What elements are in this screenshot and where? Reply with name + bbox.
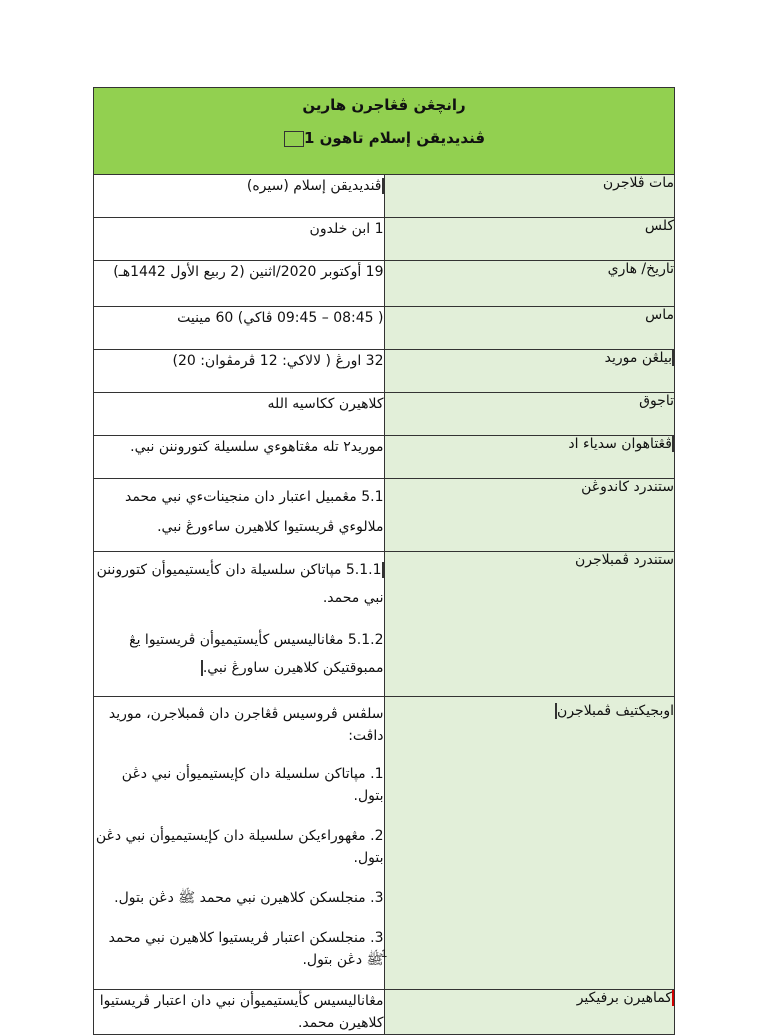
label-thinking-skills: [384, 990, 675, 1035]
label-date: تاريخ/ هاري: [384, 261, 675, 307]
row-time: [94, 307, 675, 350]
cursor-mark: [382, 178, 384, 194]
header-title: رانچڠن ڤڠاجرن هارين: [302, 96, 466, 114]
row-date: [94, 261, 675, 307]
row-prior-knowledge: [94, 436, 675, 479]
label-learning-standard: ستندرد ڤمبلاجرن: [384, 552, 675, 697]
learning-standard-item-text: 5.1.1 مڽاتاكن سلسيلة دان كأيستيميوأن كتوروننن نبي محمد.: [96, 562, 384, 606]
row-objectives: [94, 697, 675, 990]
label-prior-knowledge: [384, 436, 675, 479]
label-objectives: [384, 697, 675, 990]
cursor-mark: [672, 436, 674, 452]
lesson-plan-table: [93, 87, 675, 1035]
value-students: 32 اورڠ ( لالاكي: 12 ڤرمڤوان: 20): [94, 350, 385, 393]
value-subject: [94, 175, 385, 218]
row-learning-standard: [94, 552, 675, 697]
label-class: كلس: [384, 218, 675, 261]
header-subtitle-line: [94, 128, 674, 148]
cursor-mark: [672, 990, 674, 1006]
row-class: [94, 218, 675, 261]
value-topic: كلاهيرن ككاسيه الله: [94, 393, 385, 436]
learning-standard-item-text: 5.1.2 مڠاناليسيس كأيستيميوأن ڤريستيوا يڠ ممبوقتيكن كلاهيرن ساورڠ نبي.: [129, 632, 384, 676]
header-subtitle: ڤنديديقن إسلام تاهون 1: [303, 129, 486, 147]
row-subject: [94, 175, 675, 218]
objective-item: 1. مڽاتاكن سلسيلة دان كإيستيميوأن نبي دڠن بتول.: [121, 766, 384, 804]
page-number: 1: [380, 948, 388, 960]
cursor-mark: [382, 562, 384, 578]
value-thinking-skills: مڠاناليسيس كأيستيميوأن نبي دان اعتبار ڤريستيوا كلاهيرن محمد.: [94, 990, 385, 1035]
row-thinking-skills: [94, 990, 675, 1035]
label-content-standard: ستندرد كاندوڠن: [384, 479, 675, 552]
value-class: 1 ابن خلدون: [94, 218, 385, 261]
objective-item: 2. مڠهوراءيكن سلسيلة دان كإيستيميوأن نبي دڠن بتول.: [95, 828, 384, 866]
objective-item: 3. منجلسكن اعتبار ڤريستيوا كلاهيرن نبي محمد ﷺ دڠن بتول.: [108, 930, 384, 968]
header-cell: [94, 88, 675, 175]
label-thinking-skills-text: كماهيرن برفيكير: [576, 990, 672, 1006]
row-topic: [94, 393, 675, 436]
learning-standard-item: [94, 626, 384, 682]
value-content-standard: 5.1 مڠمبيل اعتبار دان منجيناتءي نبي محمد ملالوءي ڤريستيوا كلاهيرن ساءورڠ نبي.: [94, 479, 385, 552]
label-prior-knowledge-text: ڤڠتاهوان سدياء اد: [568, 436, 672, 452]
label-time: ماس: [384, 307, 675, 350]
header-row: [94, 88, 675, 175]
value-time: ( 08:45 – 09:45 ڤاكي) 60 مينيت: [94, 307, 385, 350]
learning-standard-item: [94, 556, 384, 612]
label-objectives-text: اوبجيكتيف ڤمبلاجرن: [557, 703, 674, 719]
row-students: [94, 350, 675, 393]
label-students: [384, 350, 675, 393]
value-prior-knowledge: موريد٢ تله مڠتاهوءي سلسيلة كتوروننن نبي.: [94, 436, 385, 479]
value-learning-standard: [94, 552, 385, 697]
value-date: 19 أوكتوبر 2020/اثنين (2 ربيع الأول 1442هـ): [94, 261, 385, 307]
label-subject: مات ڤلاجرن: [384, 175, 675, 218]
label-topic: تاجوق: [384, 393, 675, 436]
checkbox-mark: [284, 131, 304, 147]
label-students-text: بيلڠن موريد: [604, 350, 672, 366]
cursor-mark: [672, 350, 674, 366]
row-content-standard: [94, 479, 675, 552]
objective-item: 3. منجلسكن كلاهيرن نبي محمد ﷺ دڠن بتول.: [114, 890, 384, 906]
objectives-intro: سلڤس ڤروسيس ڤڠاجرن دان ڤمبلاجرن، موريد داڤت:: [108, 706, 384, 744]
value-objectives: [94, 697, 385, 990]
value-subject-text: ڤنديديقن إسلام (سيره): [246, 178, 382, 194]
